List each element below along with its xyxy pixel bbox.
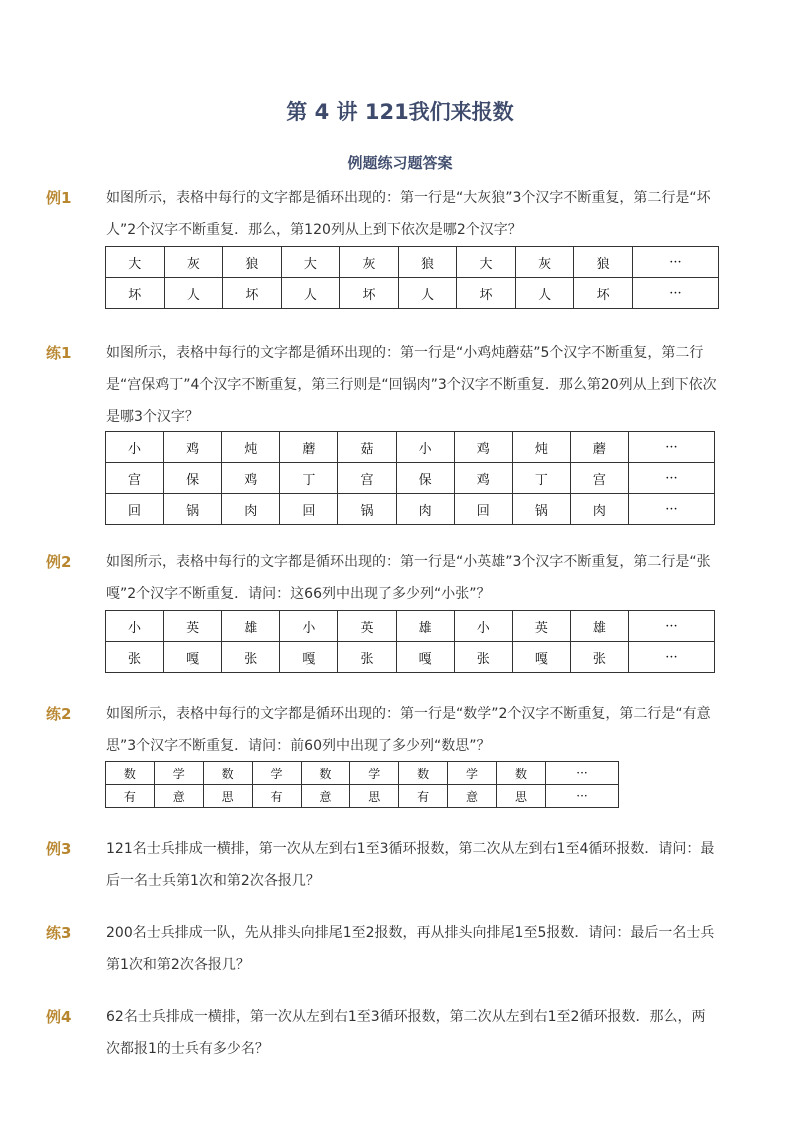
table-cell: 张 [222,642,280,673]
table-row [106,494,715,525]
problem-text: 如图所示，表格中每行的文字都是循环出现的：第一行是“大灰狼”3个汉字不断重复，第二行是“坏人”2个汉字不断重复．那么，第120列从上到下依次是哪2个汉字？ [106,190,711,238]
table-cell: 有 [252,785,301,808]
problem-label: 练1 [46,344,72,362]
table-cell: 数 [399,762,448,785]
table-cell: ··· [546,785,619,808]
table-cell: 坏 [340,278,399,309]
table-cell: 学 [350,762,399,785]
lecture-title: 第 4 讲 121我们来报数 [286,100,514,124]
table-cell: 菇 [338,432,396,463]
table-cell: 保 [396,463,454,494]
table-cell: 嘎 [396,642,454,673]
table-cell: 英 [338,611,396,642]
table-cell: 炖 [222,432,280,463]
cycle-table [105,610,715,673]
table-cell: 肉 [570,494,628,525]
table-cell: 炖 [512,432,570,463]
table-cell: 雄 [570,611,628,642]
table-cell: 学 [448,762,497,785]
table-cell: ··· [629,611,715,642]
problem-text: 121名士兵排成一横排，第一次从左到右1至3循环报数，第二次从左到右1至4循环报数．请问：最后一名士兵第1次和第2次各报几？ [106,841,715,889]
table-cell: 鸡 [454,463,512,494]
table-cell: 思 [497,785,546,808]
table-cell: 坏 [223,278,282,309]
problem-label: 例3 [46,840,72,858]
table-cell: 有 [399,785,448,808]
problem-label: 例4 [46,1008,72,1026]
table-row [106,642,715,673]
table-cell: 锅 [164,494,222,525]
table-row [106,432,715,463]
table-cell: 小 [396,432,454,463]
table-cell: 英 [164,611,222,642]
problem-label: 例2 [46,553,72,571]
table-cell: 回 [280,494,338,525]
table-cell: 坏 [574,278,633,309]
table-cell: 狼 [223,247,282,278]
table-cell: ··· [629,642,715,673]
table-cell: 人 [281,278,340,309]
table-cell: 意 [301,785,350,808]
table-cell: 肉 [396,494,454,525]
problem-text: 如图所示，表格中每行的文字都是循环出现的：第一行是“小鸡炖蘑菇”5个汉字不断重复，第二行是“宫保鸡丁”4个汉字不断重复，第三行则是“回锅肉”3个汉字不断重复．那么第20列从上到下依次是哪3个汉字？ [106,345,717,425]
table-cell: 回 [454,494,512,525]
table-cell: 灰 [340,247,399,278]
table-cell: 学 [154,762,203,785]
table-cell: 嘎 [512,642,570,673]
table-cell: 有 [106,785,155,808]
table-cell: 雄 [222,611,280,642]
table-cell: 蘑 [570,432,628,463]
problem-label: 练3 [46,924,72,942]
table-cell: 狼 [398,247,457,278]
table-cell: 人 [164,278,223,309]
table-cell: 嘎 [164,642,222,673]
table-cell: 小 [280,611,338,642]
table-cell: 人 [398,278,457,309]
table-row [106,785,619,808]
table-cell: 思 [350,785,399,808]
table-cell: ··· [629,494,715,525]
table-cell: 学 [252,762,301,785]
table-cell: 小 [106,611,164,642]
table-cell: 蘑 [280,432,338,463]
table-cell: 鸡 [454,432,512,463]
table-cell: 人 [515,278,574,309]
table-cell: 雄 [396,611,454,642]
table-cell: 鸡 [164,432,222,463]
table-cell: ··· [633,278,719,309]
section-subtitle: 例题练习题答案 [347,154,453,172]
table-cell: 数 [106,762,155,785]
table-cell: ··· [633,247,719,278]
table-cell: 丁 [280,463,338,494]
table-cell: 数 [203,762,252,785]
table-cell: 肉 [222,494,280,525]
table-cell: 灰 [515,247,574,278]
table-cell: 大 [106,247,165,278]
table-cell: 大 [281,247,340,278]
table-cell: 张 [106,642,164,673]
table-cell: 回 [106,494,164,525]
table-cell: ··· [546,762,619,785]
table-row [106,247,719,278]
table-cell: 宫 [338,463,396,494]
table-cell: ··· [629,463,715,494]
table-cell: 意 [448,785,497,808]
table-row [106,463,715,494]
table-cell: 锅 [338,494,396,525]
problem-text: 62名士兵排成一横排，第一次从左到右1至3循环报数，第二次从左到右1至2循环报数．那么，两次都报1的士兵有多少名？ [106,1009,706,1057]
table-cell: 数 [497,762,546,785]
table-cell: 张 [570,642,628,673]
table-cell: 坏 [106,278,165,309]
cycle-table [105,246,719,309]
table-cell: 丁 [512,463,570,494]
table-cell: 大 [457,247,516,278]
table-cell: 灰 [164,247,223,278]
table-cell: 狼 [574,247,633,278]
table-cell: 嘎 [280,642,338,673]
cycle-table [105,431,715,525]
table-cell: 英 [512,611,570,642]
table-cell: 小 [454,611,512,642]
problem-text: 如图所示，表格中每行的文字都是循环出现的：第一行是“数学”2个汉字不断重复，第二行是“有意思”3个汉字不断重复．请问：前60列中出现了多少列“数思”？ [106,706,711,754]
table-cell: 意 [154,785,203,808]
table-row [106,278,719,309]
table-cell: 张 [338,642,396,673]
table-row [106,611,715,642]
table-cell: 小 [106,432,164,463]
table-cell: 锅 [512,494,570,525]
table-cell: 保 [164,463,222,494]
table-cell: 宫 [106,463,164,494]
table-cell: ··· [629,432,715,463]
problem-text: 如图所示，表格中每行的文字都是循环出现的：第一行是“小英雄”3个汉字不断重复，第二行是“张嘎”2个汉字不断重复．请问：这66列中出现了多少列“小张”？ [106,554,711,602]
table-row [106,762,619,785]
table-cell: 坏 [457,278,516,309]
table-cell: 张 [454,642,512,673]
cycle-table [105,761,619,808]
table-cell: 数 [301,762,350,785]
table-cell: 思 [203,785,252,808]
table-cell: 宫 [570,463,628,494]
problem-label: 练2 [46,705,72,723]
problem-text: 200名士兵排成一队，先从排头向排尾1至2报数，再从排头向排尾1至5报数．请问：最后一名士兵第1次和第2次各报几？ [106,925,715,973]
table-cell: 鸡 [222,463,280,494]
problem-label: 例1 [46,189,72,207]
